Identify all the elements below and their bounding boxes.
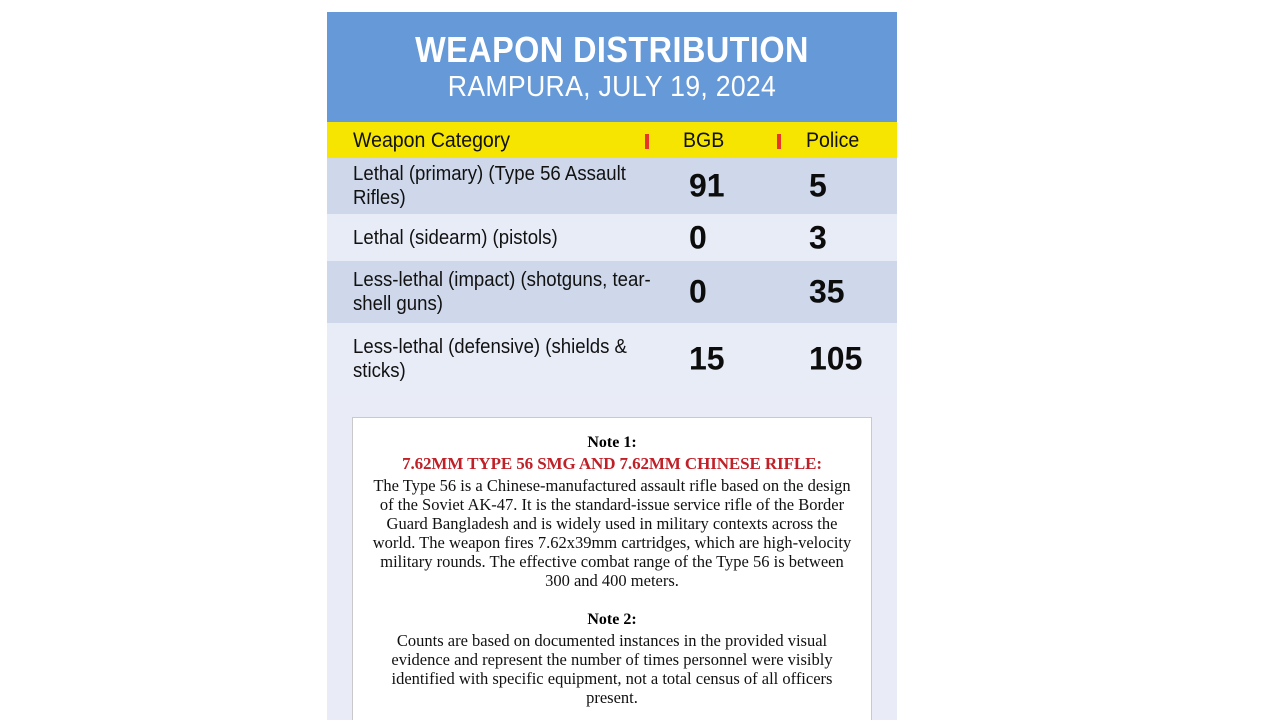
table-row [327,214,897,261]
page-title: WEAPON DISTRIBUTION [415,29,809,70]
note1-body: The Type 56 is a Chinese-manufactured assault rifle based on the design of the Soviet AK-47. It is the standard-issue service rifle of the Border Guard Bangladesh and is widely used in military contexts across the world. The weapon fires 7.62x39mm cartridges, which are high-velocity military rounds. The effective combat range of the Type 56 is between 300 and 400 meters. [372,476,852,590]
note1-subheading: 7.62MM TYPE 56 SMG AND 7.62MM CHINESE RIFLE: [402,454,822,473]
table-body [327,158,897,395]
notes-box [352,417,872,720]
note1-heading: Note 1: [587,434,637,451]
header-banner [327,12,897,122]
column-header-police: Police [806,129,860,152]
table-row [327,261,897,323]
cell-category: Less-lethal (impact) (shotguns, tear-shell guns) [353,269,651,315]
infographic-card [327,12,897,720]
cell-category: Less-lethal (defensive) (shields & sticks) [353,336,627,382]
note2-body: Counts are based on documented instances in the provided visual evidence and represent the number of times personnel were visibly identified with specific equipment, not a total census of all officers present. [391,631,833,707]
cell-police-count: 3 [809,219,827,255]
notes-spacer [371,590,853,609]
notes-section [327,395,897,720]
weapon-distribution-table [327,122,897,395]
column-header-bgb: BGB [683,129,725,152]
cell-bgb-count: 91 [689,167,725,204]
cell-bgb-count: 15 [689,340,725,377]
table-header-row [327,122,897,158]
cell-bgb-count: 0 [689,219,707,255]
note2-heading: Note 2: [587,611,637,628]
table-row [327,158,897,214]
cell-category: Lethal (primary) (Type 56 Assault Rifles) [353,163,626,209]
table-row [327,323,897,395]
header-separator-tick-icon [645,134,649,149]
cell-police-count: 5 [809,167,827,204]
cell-police-count: 105 [809,340,863,377]
cell-police-count: 35 [809,273,845,310]
page-subtitle: RAMPURA, JULY 19, 2024 [447,71,777,103]
header-separator-tick-icon [777,134,781,149]
cell-bgb-count: 0 [689,273,707,310]
cell-category: Lethal (sidearm) (pistols) [353,226,558,249]
column-header-category: Weapon Category [353,129,511,152]
